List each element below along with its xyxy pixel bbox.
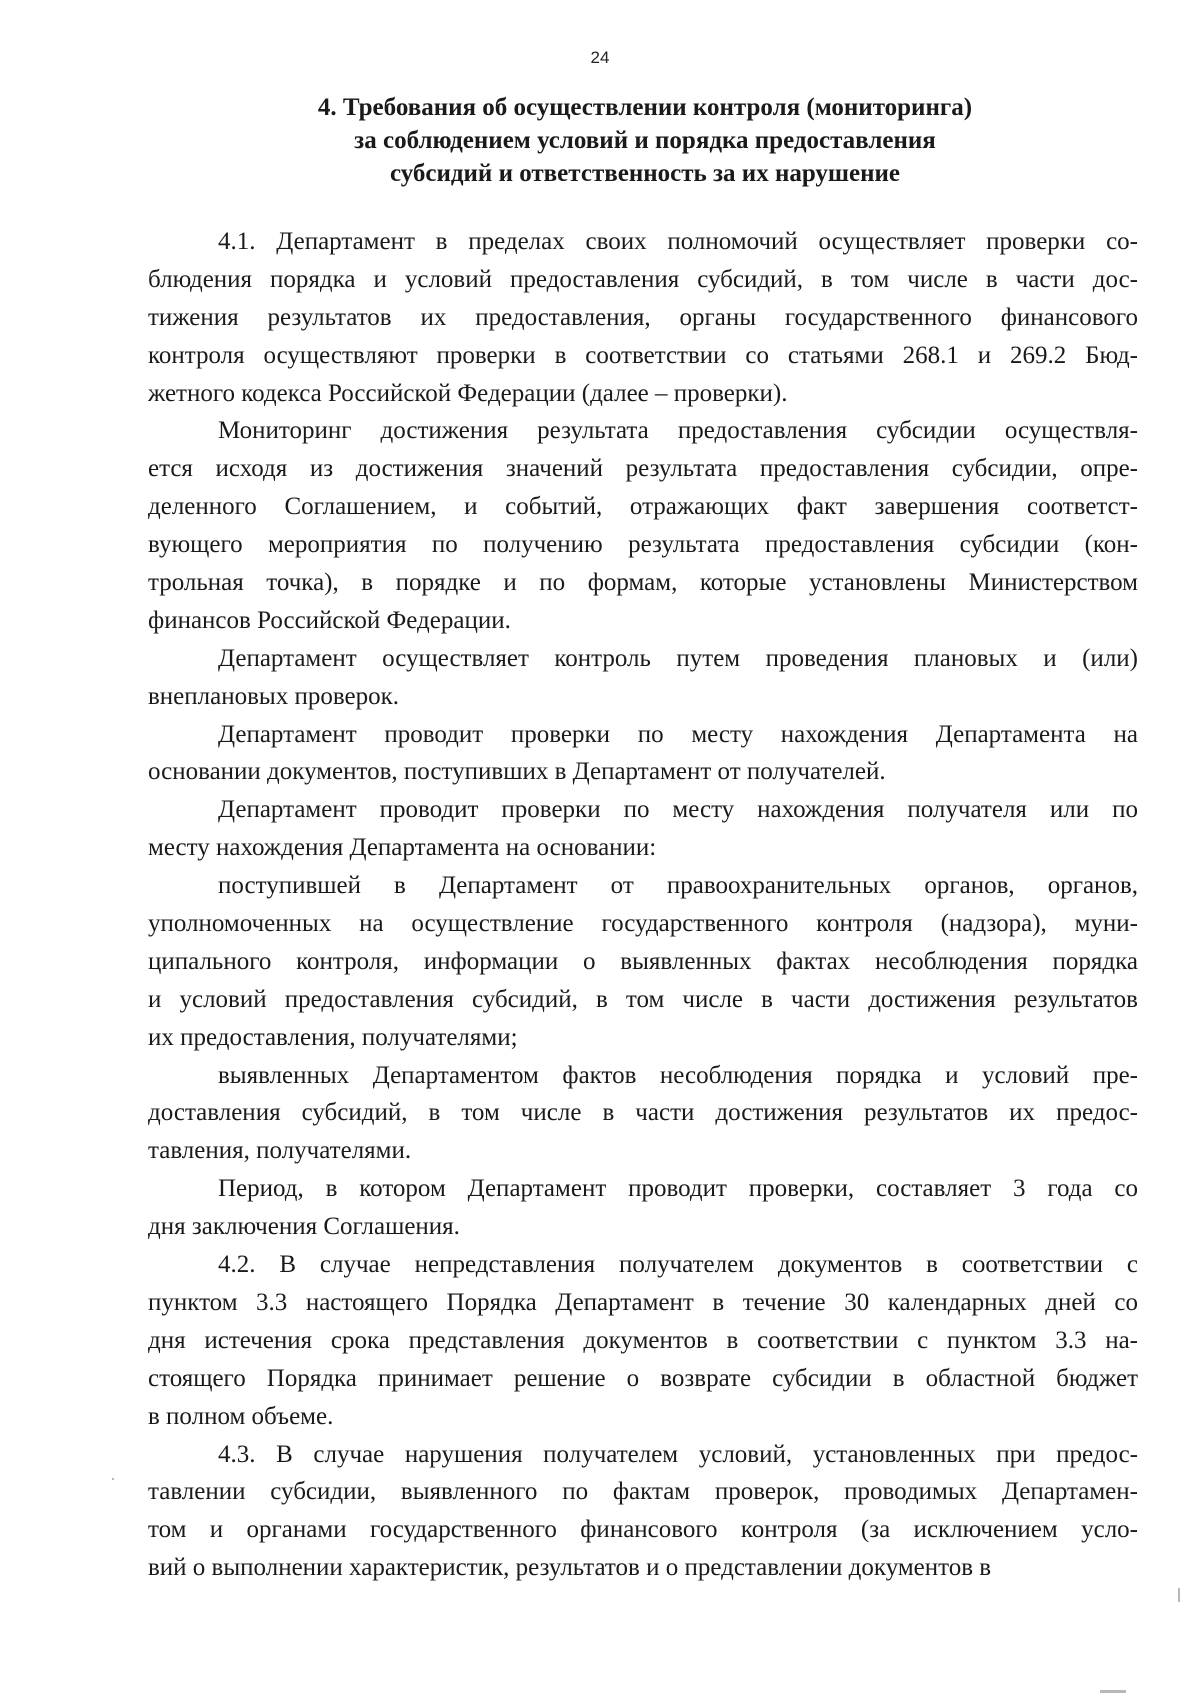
- text-line: контроля осуществляют проверки в соответствии со статьями 268.1 и 269.2 Бюд-: [148, 341, 1138, 369]
- text-line: внеплановых проверок.: [148, 682, 399, 710]
- text-line: Мониторинг достижения результата предоставления субсидии осуществля-: [218, 417, 1138, 445]
- text-line: трольная точка), в порядке и по формам, которые установлены Министерством: [148, 569, 1138, 597]
- text-line: поступившей в Департамент от правоохранительных органов, органов,: [218, 872, 1138, 900]
- text-line: ется исходя из достижения значений результата предоставления субсидии, опре-: [148, 455, 1138, 483]
- text-line: и условий предоставления субсидий, в том числе в части достижения результатов: [148, 985, 1138, 1013]
- page-number: 24: [590, 48, 610, 67]
- paragraph: [148, 223, 1138, 412]
- text-line: жетного кодекса Российской Федерации (далее – проверки).: [148, 379, 788, 407]
- text-line: 4.1. Департамент в пределах своих полномочий осуществляет проверки со-: [218, 228, 1138, 255]
- paragraph: [148, 1436, 1138, 1588]
- heading-line: 4. Требования об осуществлении контроля (мониторинга): [317, 94, 973, 121]
- text-line: тавления, получателями.: [148, 1137, 412, 1165]
- paragraph: [148, 791, 1138, 867]
- text-line: доставления субсидий, в том числе в части достижения результатов их предос-: [148, 1099, 1138, 1127]
- document-body: [148, 223, 1138, 1587]
- paragraph: [148, 1246, 1138, 1435]
- text-line: дня истечения срока представления документов в соответствии с пунктом 3.3 на-: [148, 1326, 1138, 1354]
- text-line: выявленных Департаментом фактов несоблюдения порядка и условий пре-: [218, 1061, 1138, 1089]
- text-line: деленного Соглашением, и событий, отражающих факт завершения соответст-: [148, 493, 1138, 521]
- paragraph: [148, 640, 1138, 716]
- text-line: в полном объеме.: [148, 1402, 334, 1430]
- scan-artifact: [1100, 1690, 1126, 1693]
- text-line: стоящего Порядка принимает решение о возврате субсидии в областной бюджет: [148, 1364, 1138, 1392]
- text-line: основании документов, поступивших в Департамент от получателей.: [148, 758, 886, 786]
- scan-artifact: [112, 1478, 114, 1480]
- text-line: вий о выполнении характеристик, результатов и о представлении документов в: [148, 1554, 992, 1582]
- text-line: Департамент проводит проверки по месту нахождения получателя или по: [218, 796, 1138, 824]
- text-line: 4.3. В случае нарушения получателем условий, установленных при предос-: [218, 1440, 1138, 1468]
- paragraph: [148, 1170, 1138, 1246]
- heading-line: субсидий и ответственность за их нарушение: [389, 160, 901, 187]
- text-line: пунктом 3.3 настоящего Порядка Департамент в течение 30 календарных дней со: [148, 1288, 1138, 1316]
- text-line: тавлении субсидии, выявленного по фактам проверок, проводимых Департамен-: [148, 1478, 1138, 1506]
- text-line: ципального контроля, информации о выявленных фактах несоблюдения порядка: [148, 947, 1138, 975]
- text-line: тижения результатов их предоставления, органы государственного финансового: [148, 303, 1138, 331]
- text-line: Период, в котором Департамент проводит проверки, составляет 3 года со: [218, 1175, 1138, 1203]
- text-line: уполномоченных на осуществление государственного контроля (надзора), муни-: [148, 910, 1138, 938]
- text-line: Департамент проводит проверки по месту нахождения Департамента на: [218, 720, 1138, 748]
- text-line: дня заключения Соглашения.: [148, 1213, 460, 1241]
- text-line: Департамент осуществляет контроль путем проведения плановых и (или): [218, 644, 1138, 672]
- section-heading: [150, 91, 1140, 190]
- text-line: финансов Российской Федерации.: [148, 606, 511, 634]
- paragraph: [148, 412, 1138, 639]
- text-line: вующего мероприятия по получению результата предоставления субсидии (кон-: [148, 531, 1138, 559]
- text-line: месту нахождения Департамента на основании:: [148, 834, 657, 862]
- paragraph: [148, 716, 1138, 792]
- scan-artifact: [1178, 1588, 1180, 1602]
- text-line: их предоставления, получателями;: [148, 1023, 518, 1051]
- paragraph: [148, 1057, 1138, 1171]
- paragraph: [148, 867, 1138, 1056]
- text-line: 4.2. В случае непредставления получателем документов в соответствии с: [218, 1251, 1138, 1279]
- text-line: том и органами государственного финансового контроля (за исключением усло-: [148, 1516, 1138, 1544]
- text-line: блюдения порядка и условий предоставления субсидий, в том числе в части дос-: [148, 265, 1138, 293]
- heading-line: за соблюдением условий и порядка предоставления: [354, 127, 936, 154]
